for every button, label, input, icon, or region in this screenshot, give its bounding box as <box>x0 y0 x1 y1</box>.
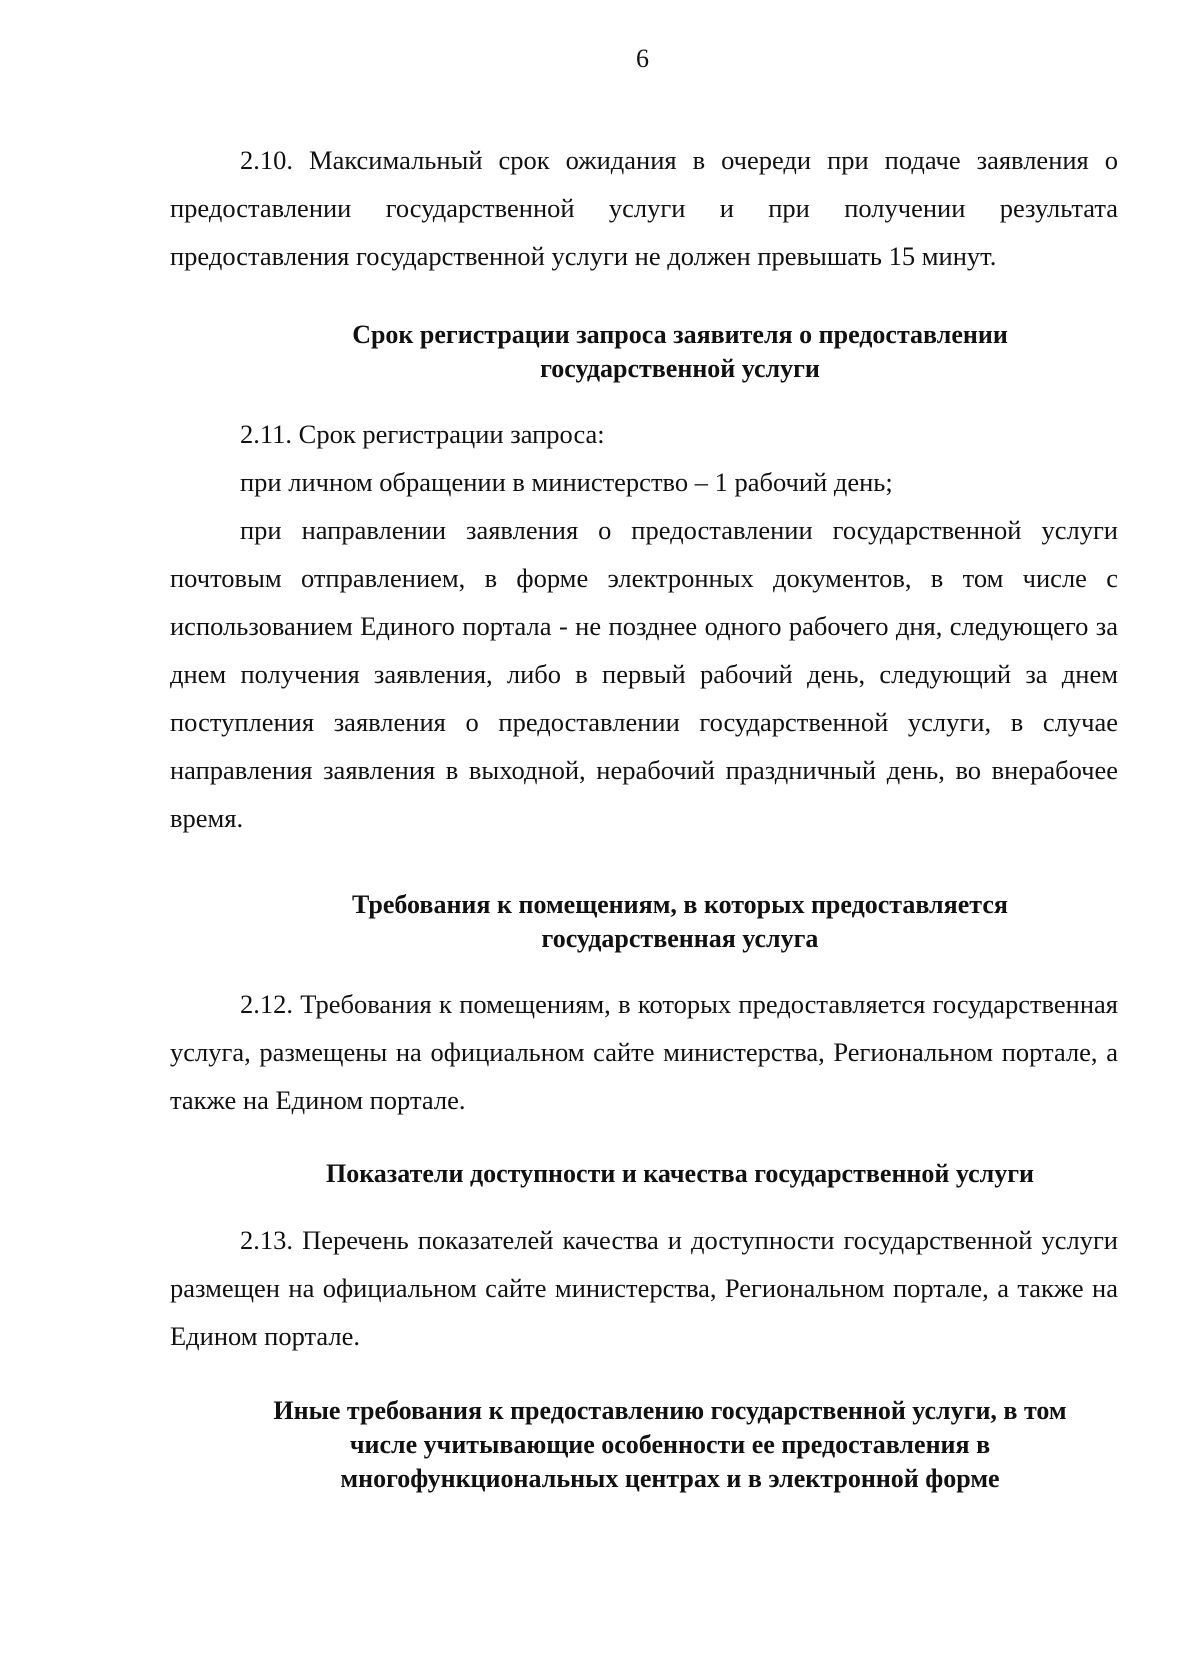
heading-other-line-1: Иные требования к предоставлению государственной услуги, в том <box>273 1396 1067 1425</box>
page-number: 6 <box>636 44 649 73</box>
paragraph-2-13: 2.13. Перечень показателей качества и доступности государственной услуги размещен на официальном сайте министерства, Региональном портале, а также на Едином портале. <box>170 1225 1118 1351</box>
heading-indicators-line-1: Показатели доступности и качества государственной услуги <box>325 1159 1035 1188</box>
heading-registration-line-1: Срок регистрации запроса заявителя о предоставлении <box>352 320 1008 349</box>
heading-registration-line-2: государственной услуги <box>540 354 820 383</box>
heading-indicators <box>240 1157 1120 1191</box>
paragraph-2-10: 2.10. Максимальный срок ожидания в очереди при подаче заявления о предоставлении государственной услуги и при получении результата предоставления государственной услуги не должен превышать 15 минут. <box>170 145 1118 271</box>
heading-premises <box>250 888 1110 956</box>
heading-other-line-2: числе учитывающие особенности ее предоставления в <box>349 1430 991 1459</box>
paragraph-2-11-item-1: при личном обращении в министерство – 1 рабочий день; <box>240 467 893 497</box>
paragraph-2-12: 2.12. Требования к помещениям, в которых предоставляется государственная услуга, размещены на официальном сайте министерства, Региональном портале, а также на Едином портале. <box>170 989 1118 1115</box>
heading-registration <box>250 318 1110 386</box>
heading-other-line-3: многофункциональных центрах и в электронной форме <box>340 1464 1000 1493</box>
heading-other-requirements <box>220 1394 1120 1496</box>
paragraph-2-11-item-2: при направлении заявления о предоставлении государственной услуги почтовым отправлением, в форме электронных документов, в том числе с использованием Единого портала - не позднее одного рабочего дня, следующего за днем получения заявления, либо в первый рабочий день, следующий за днем поступления заявления о предоставлении государственной услуги, в случае направления заявления в выходной, нерабочий праздничный день, во внерабочее время. <box>170 515 1118 833</box>
paragraph-2-11-title: 2.11. Срок регистрации запроса: <box>240 419 605 449</box>
heading-premises-line-2: государственная услуга <box>541 924 819 953</box>
heading-premises-line-1: Требования к помещениям, в которых предоставляется <box>352 890 1008 919</box>
